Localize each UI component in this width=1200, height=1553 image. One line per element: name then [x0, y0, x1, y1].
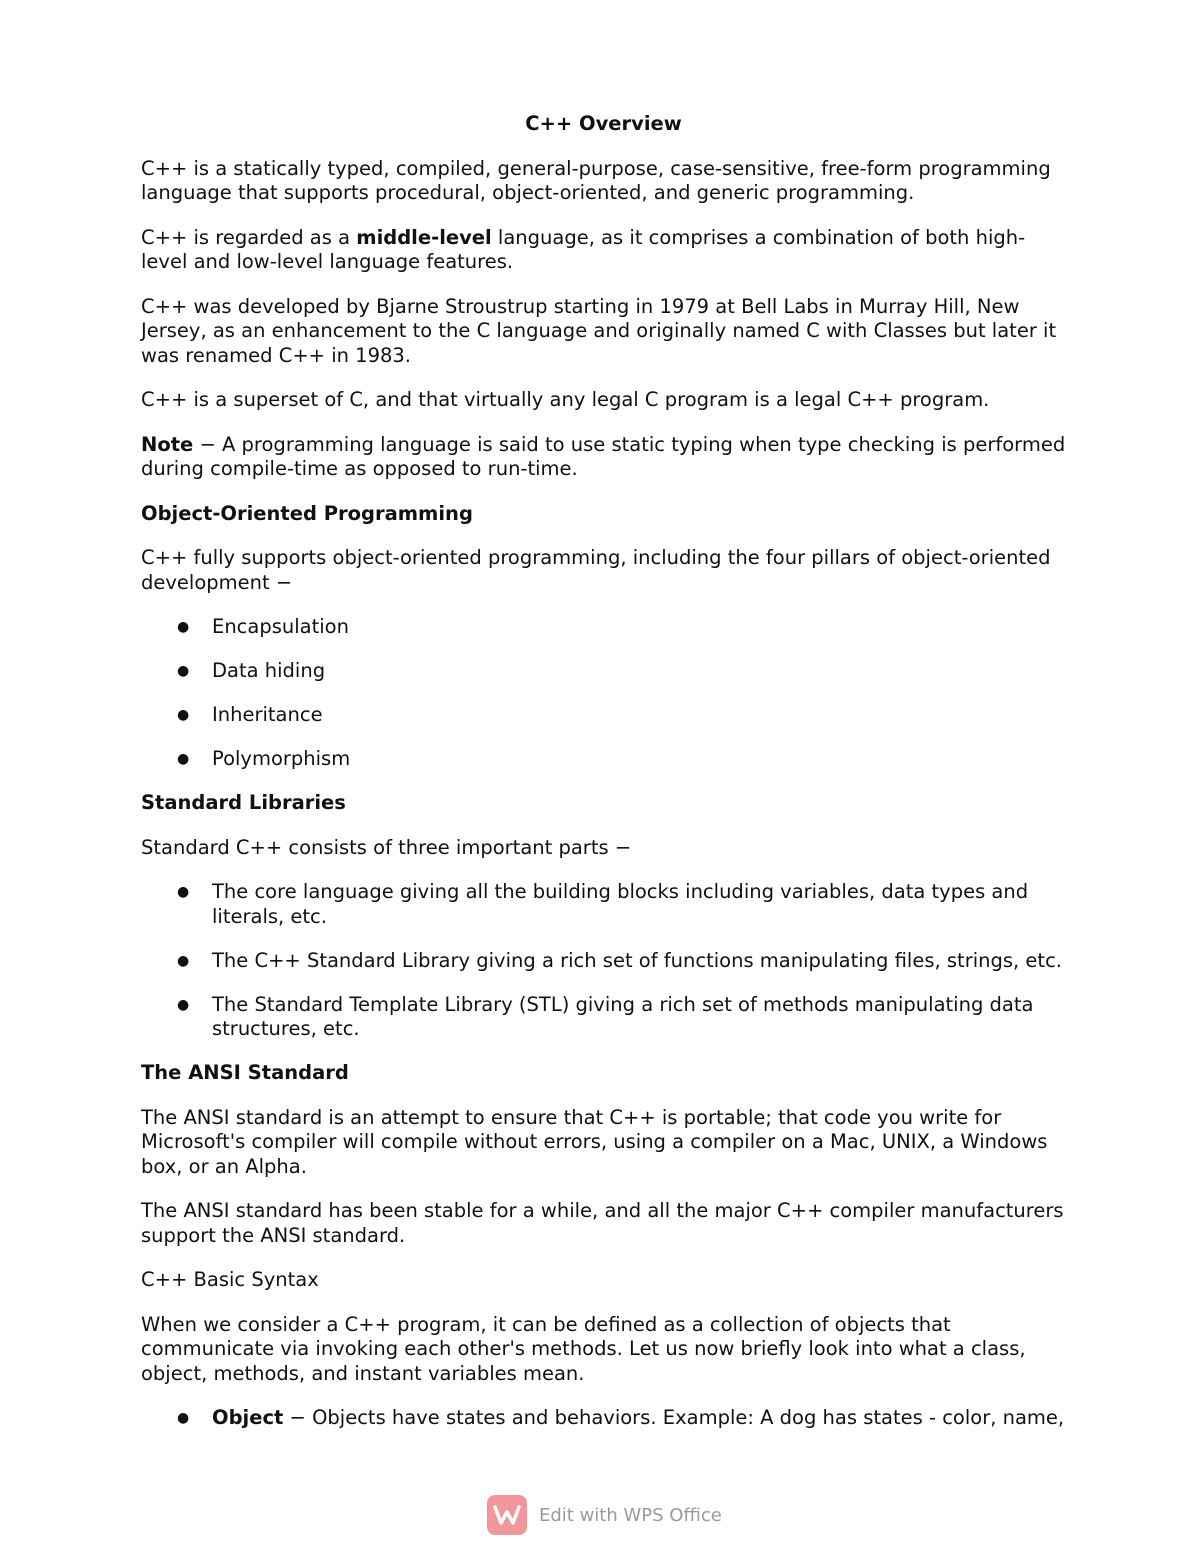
- bullet-icon: ●: [177, 1410, 190, 1426]
- wps-w-glyph-icon: [493, 1504, 521, 1526]
- list-item: [141, 880, 1066, 929]
- list-item-text: The Standard Template Library (STL) giving a rich set of methods manipulating data structures, etc.: [212, 992, 1034, 1040]
- syntax-intro: When we consider a C++ program, it can be defined as a collection of objects that communicate via invoking each other's methods. Let us now briefly look into what a class, object, methods, and instant variables mean.: [141, 1312, 1026, 1385]
- note-label: Note: [141, 432, 194, 456]
- list-item-text: The C++ Standard Library giving a rich set of functions manipulating files, strings, etc.: [212, 948, 1062, 972]
- ansi-heading: The ANSI Standard: [141, 1061, 349, 1084]
- bullet-icon: ●: [177, 996, 190, 1013]
- oop-list: [141, 615, 1066, 772]
- bullet-icon: ●: [177, 884, 190, 900]
- intro-paragraph-2: [141, 226, 1066, 275]
- middle-level-bold: middle-level: [356, 225, 492, 249]
- document-page: [141, 112, 1066, 1450]
- intro-paragraph-3: C++ was developed by Bjarne Stroustrup starting in 1979 at Bell Labs in Murray Hill, New Jersey, as an enhancement to the C language and originally named C with Classes but later it was renamed C++ in 1983.: [141, 294, 1057, 367]
- bullet-icon: ●: [177, 751, 190, 767]
- object-text: − Objects have states and behaviors. Example: A dog has states - color, name,: [283, 1406, 1065, 1429]
- bullet-icon: ●: [177, 707, 190, 723]
- intro-p2-before: C++ is regarded as a: [141, 225, 357, 249]
- oop-intro: C++ fully supports object-oriented programming, including the four pillars of object-oriented development −: [141, 546, 1051, 594]
- std-heading: Standard Libraries: [141, 791, 346, 814]
- list-item: [141, 615, 1066, 640]
- intro-p2-after: language, as it comprises a combination of both high-level and low-level language features.: [141, 225, 1026, 273]
- list-item: [141, 993, 1066, 1042]
- intro-paragraph-1: C++ is a statically typed, compiled, general-purpose, case-sensitive, free-form programming language that supports procedural, object-oriented, and generic programming.: [141, 156, 1051, 204]
- ansi-paragraph-2: The ANSI standard has been stable for a while, and all the major C++ compiler manufacturers support the ANSI standard.: [141, 1199, 1064, 1247]
- intro-paragraph-4: C++ is a superset of C, and that virtually any legal C program is a legal C++ program.: [141, 388, 990, 411]
- object-label: Object: [212, 1406, 284, 1429]
- wps-footer[interactable]: [487, 1494, 722, 1536]
- bullet-icon: ●: [177, 663, 190, 679]
- bullet-icon: ●: [177, 619, 190, 635]
- std-intro: Standard C++ consists of three important parts −: [141, 835, 632, 859]
- syntax-list: [141, 1406, 1066, 1431]
- ansi-paragraph-1: The ANSI standard is an attempt to ensure that C++ is portable; that code you write for Microsoft's compiler will compile without errors, using a compiler on a Mac, UNIX, a Windows box, or an Alpha.: [141, 1105, 1048, 1178]
- list-item-text: Polymorphism: [212, 747, 351, 770]
- list-item-text: Data hiding: [212, 659, 326, 682]
- wps-logo-icon: [487, 1495, 527, 1535]
- list-item: [141, 949, 1066, 974]
- std-list: [141, 880, 1066, 1042]
- list-item: [141, 659, 1066, 684]
- list-item: [141, 747, 1066, 772]
- syntax-heading: C++ Basic Syntax: [141, 1268, 319, 1291]
- list-item-text: Encapsulation: [212, 615, 349, 638]
- note-text: − A programming language is said to use static typing when type checking is performed during compile-time as opposed to run-time.: [141, 432, 1066, 480]
- list-item: [141, 703, 1066, 728]
- oop-heading: Object-Oriented Programming: [141, 501, 473, 525]
- note-paragraph: [141, 433, 1066, 482]
- list-item-text: Inheritance: [212, 703, 323, 726]
- wps-footer-text[interactable]: Edit with WPS Office: [539, 1504, 722, 1526]
- document-title: C++ Overview: [525, 112, 682, 135]
- bullet-icon: ●: [177, 952, 190, 969]
- list-item-text: The core language giving all the building blocks including variables, data types and literals, etc.: [212, 880, 1029, 928]
- list-item: [141, 1406, 1066, 1431]
